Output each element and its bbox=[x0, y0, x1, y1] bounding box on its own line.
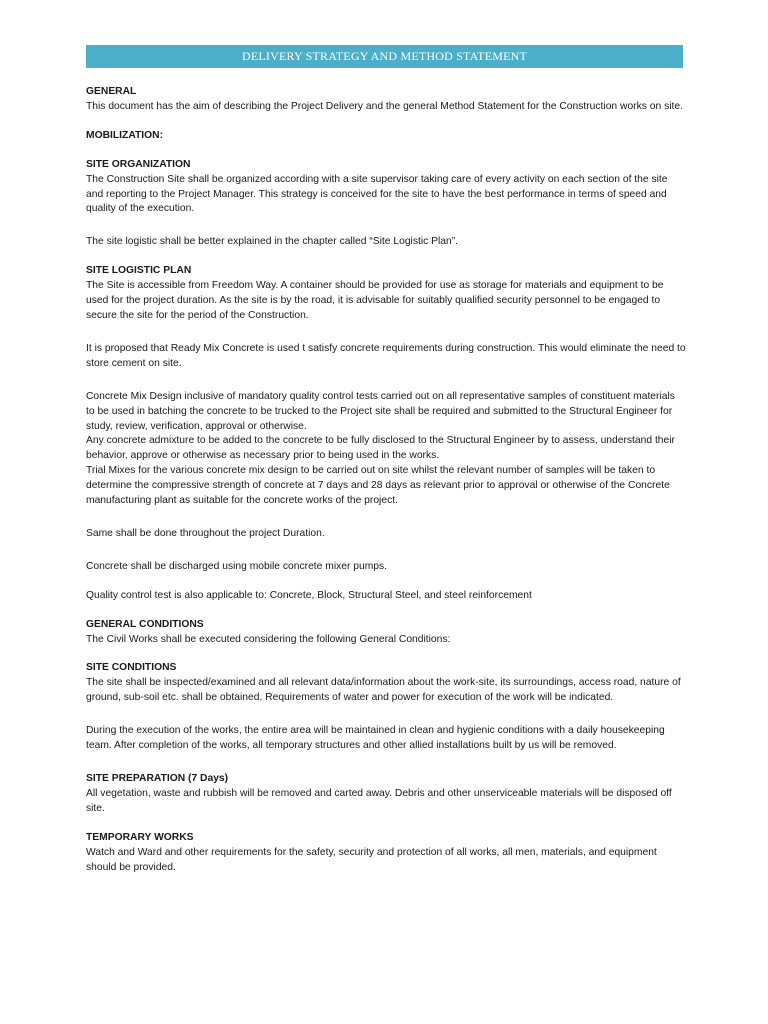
section-heading-site-preparation: SITE PREPARATION (7 Days) bbox=[86, 773, 229, 784]
site-logistic-paragraph-3a: Concrete Mix Design inclusive of mandatory quality control tests carried out on all representative samples of constituent materials to be used in batching the concrete to be trucked to the Project site shall be required and submitted to the Structural Engineer for study, review, verification, approval or otherwise. bbox=[86, 390, 675, 432]
site-logistic-paragraph-1: The Site is accessible from Freedom Way. A container should be provided for use as storage for materials and equipment to be used for the project duration. As the site is by the road, it is advisable for suitably qualified security personnel to be engaged to secure the site for the period of the Construction. bbox=[86, 280, 664, 321]
document-title-banner: DELIVERY STRATEGY AND METHOD STATEMENT bbox=[86, 45, 683, 68]
site-organization-paragraph-1: The Construction Site shall be organized according with a site supervisor taking care of every activity on each section of the site and reporting to the Project Manager. This strategy is conceived for the site to have the best performance in terms of speed and quality of the execution. bbox=[86, 173, 668, 215]
site-preparation-paragraph: All vegetation, waste and rubbish will be removed and carted away. Debris and other unserviceable materials will be disposed off site. bbox=[86, 787, 672, 814]
site-conditions-paragraph-1: The site shall be inspected/examined and all relevant data/information about the work-site, its surroundings, access road, nature of ground, sub-soil etc. shall be obtained. Requirements of water and power for execution of the work will be indicated. bbox=[86, 677, 681, 704]
document-body bbox=[86, 85, 686, 875]
site-conditions-paragraph-2: During the execution of the works, the entire area will be maintained in clean and hygienic conditions with a daily housekeeping team. After completion of the works, all temporary structures and other allied installations built by us will be removed. bbox=[86, 725, 665, 752]
site-logistic-paragraph-6: Quality control test is also applicable to: Concrete, Block, Structural Steel, and steel reinforcement bbox=[86, 589, 532, 601]
section-heading-site-conditions: SITE CONDITIONS bbox=[86, 662, 177, 674]
site-logistic-paragraph-3c: Trial Mixes for the various concrete mix design to be carried out on site whilst the relevant number of samples will be taken to determine the compressive strength of concrete at 7 days and 28 days as relevant prior to approval or otherwise of the Concrete manufacturing plant as suitable for the concrete works of the project. bbox=[86, 465, 670, 507]
site-logistic-paragraph-5: Concrete shall be discharged using mobile concrete mixer pumps. bbox=[86, 560, 388, 572]
section-heading-mobilization: MOBILIZATION: bbox=[86, 129, 164, 141]
general-conditions-paragraph: The Civil Works shall be executed considering the following General Conditions: bbox=[86, 633, 451, 645]
section-heading-general-conditions: GENERAL CONDITIONS bbox=[86, 618, 204, 630]
site-logistic-paragraph-3b: Any concrete admixture to be added to the concrete to be fully disclosed to the Structural Engineer by to assess, understand their behavior, approve or otherwise as necessary prior to being used in the works. bbox=[86, 435, 675, 462]
temporary-works-paragraph: Watch and Ward and other requirements for the safety, security and protection of all works, all men, materials, and equipment should be provided. bbox=[86, 846, 657, 873]
section-heading-site-logistic-plan: SITE LOGISTIC PLAN bbox=[86, 265, 192, 277]
site-logistic-paragraph-4: Same shall be done throughout the project Duration. bbox=[86, 527, 325, 539]
section-heading-temporary-works: TEMPORARY WORKS bbox=[86, 831, 194, 843]
site-logistic-paragraph-2: It is proposed that Ready Mix Concrete is used t satisfy concrete requirements during construction. This would eliminate the need to store cement on site. bbox=[86, 342, 686, 369]
site-organization-paragraph-2: The site logistic shall be better explained in the chapter called “Site Logistic Plan”. bbox=[86, 236, 459, 248]
general-paragraph: This document has the aim of describing the Project Delivery and the general Method Statement for the Construction works on site. bbox=[86, 100, 683, 112]
section-heading-site-organization: SITE ORGANIZATION bbox=[86, 158, 191, 170]
section-heading-general: GENERAL bbox=[86, 86, 137, 97]
